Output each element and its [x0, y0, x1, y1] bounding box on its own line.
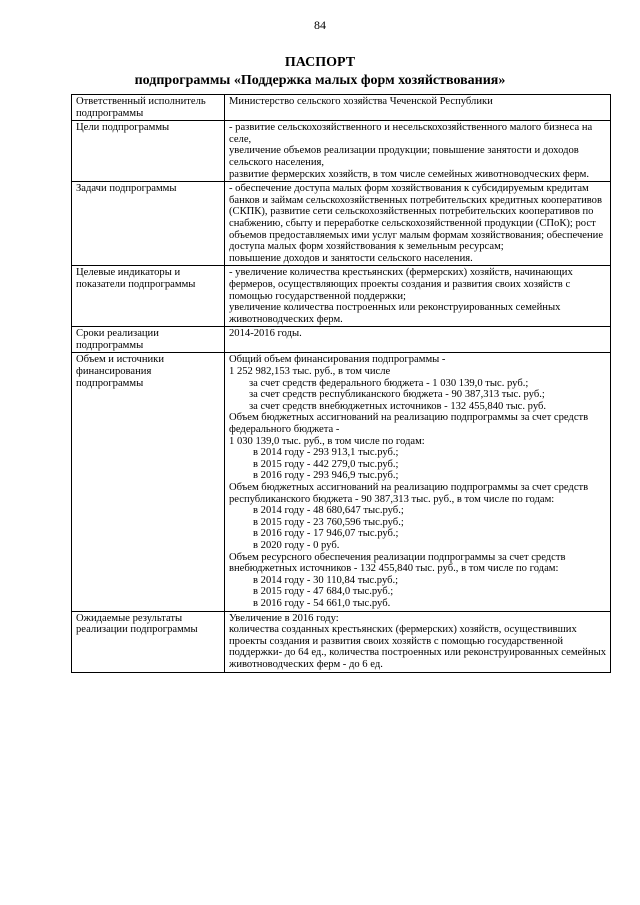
- document-title: ПАСПОРТ: [284, 55, 356, 70]
- row-value-line: 1 252 982,153 тыс. руб., в том числе: [229, 366, 391, 378]
- row-value-line: количества созданных крестьянских (фермерских) хозяйств, осуществивших проекты создания и развития своих хозяйств с помощью государственной поддержки- до 64 ед., количества построенных или реконструированных семейных животноводческих ферм - до 6 ед.: [229, 624, 606, 670]
- passport-table: [71, 94, 611, 673]
- page-number: 84: [314, 18, 326, 32]
- table-row: [72, 121, 611, 182]
- row-value-line: увеличение количества построенных или реконструированных семейных животноводческих ферм.: [229, 302, 561, 325]
- row-value-line: Министерство сельского хозяйства Чеченской Республики: [229, 96, 493, 107]
- row-value: [225, 353, 611, 611]
- row-value-line: в 2016 году - 293 946,9 тыс.руб.;: [253, 470, 399, 482]
- table-row: [72, 327, 611, 353]
- table-row: [72, 95, 611, 121]
- row-label: Ожидаемые результаты реализации подпрограммы: [72, 611, 225, 672]
- row-label: Объем и источники финансирования подпрограммы: [72, 353, 225, 611]
- row-label: Ответственный исполнитель подпрограммы: [72, 95, 225, 121]
- row-label: Задачи подпрограммы: [72, 182, 225, 266]
- table-row: [72, 266, 611, 327]
- row-value-line: увеличение объемов реализации продукции; повышение занятости и доходов сельского населения,: [229, 145, 579, 168]
- row-label: Целевые индикаторы и показатели подпрограммы: [72, 266, 225, 327]
- row-value-line: Объем бюджетных ассигнований на реализацию подпрограммы за счет средств федерального бюджета -: [229, 412, 589, 436]
- row-value-line: за счет средств республиканского бюджета - 90 387,313 тыс. руб.;: [249, 389, 545, 401]
- row-value-line: в 2014 году - 293 913,1 тыс.руб.;: [253, 447, 399, 459]
- row-value-line: развитие фермерских хозяйств, в том числе семейных животноводческих ферм.: [229, 168, 589, 180]
- table-row: [72, 611, 611, 672]
- row-value-line: Объем бюджетных ассигнований на реализацию подпрограммы за счет средств республиканского бюджета - 90 387,313 тыс. руб., в том числе по годам:: [229, 482, 589, 505]
- document-subtitle: подпрограммы «Поддержка малых форм хозяйствования»: [134, 73, 506, 88]
- row-value-line: в 2015 году - 23 760,596 тыс.руб.;: [253, 516, 404, 528]
- row-value: [225, 611, 611, 672]
- row-value-line: в 2015 году - 442 279,0 тыс.руб.;: [253, 458, 399, 470]
- row-value-line: - развитие сельскохозяйственного и несельскохозяйственного малого бизнеса на селе,: [229, 122, 593, 145]
- row-value-line: Общий объем финансирования подпрограммы -: [229, 354, 446, 366]
- row-value-line: за счет средств федерального бюджета - 1 030 139,0 тыс. руб.;: [249, 377, 529, 389]
- row-value: [225, 95, 611, 121]
- row-value-line: за счет средств внебюджетных источников - 132 455,840 тыс. руб.: [249, 400, 547, 412]
- table-row: [72, 353, 611, 611]
- passport-table-body: [72, 95, 611, 673]
- row-value-line: Увеличение в 2016 году:: [229, 612, 339, 624]
- row-value-line: 1 030 139,0 тыс. руб., в том числе по годам:: [229, 435, 425, 447]
- table-row: [72, 182, 611, 266]
- row-value-line: Объем ресурсного обеспечения реализации подпрограммы за счет средств внебюджетных источников - 132 455,840 тыс. руб., в том числе по годам:: [229, 551, 566, 575]
- row-value-line: в 2014 году - 48 680,647 тыс.руб.;: [253, 505, 404, 517]
- row-value: [225, 182, 611, 266]
- row-value-line: в 2016 году - 17 946,07 тыс.руб.;: [253, 528, 399, 540]
- row-value-line: в 2014 году - 30 110,84 тыс.руб.;: [253, 574, 399, 586]
- row-label: Сроки реализации подпрограммы: [72, 327, 225, 353]
- row-value-line: в 2015 году - 47 684,0 тыс.руб.;: [253, 586, 394, 598]
- row-label: Цели подпрограммы: [72, 121, 225, 182]
- row-value-line: - обеспечение доступа малых форм хозяйствования к субсидируемым кредитам банков и займам сельскохозяйственных потребительских кредитных кооперативов (СКПК), развитие сети сельскохозяйственных потребительских кооперативов по снабжению, сбыту и переработке сельскохозяйственной продукции (СПоК); рост объемов предоставляемых ими услуг малым формам хозяйствования; обеспечение доступа малых форм хозяйствования к земельным ресурсам;: [229, 183, 604, 253]
- row-value-line: - увеличение количества крестьянских (фермерских) хозяйств, начинающих фермеров, осуществляющих проекты создания и развития своих хозяйств с помощью государственной поддержки;: [229, 267, 573, 302]
- row-value-line: в 2016 году - 54 661,0 тыс.руб.: [253, 597, 391, 609]
- row-value: [225, 266, 611, 327]
- row-value-line: в 2020 году - 0 руб.: [253, 539, 340, 551]
- row-value: [225, 121, 611, 182]
- row-value: [225, 327, 611, 353]
- row-value-line: повышение доходов и занятости сельского населения.: [229, 252, 473, 264]
- row-value-line: 2014-2016 годы.: [229, 328, 302, 340]
